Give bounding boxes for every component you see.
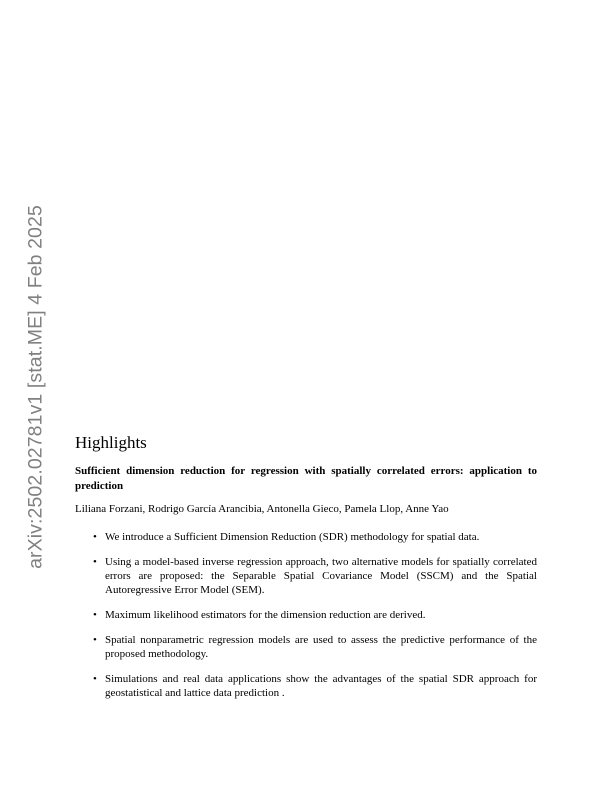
- highlights-list: [75, 530, 537, 700]
- bullet-icon: •: [93, 531, 97, 543]
- highlight-text: Spatial nonparametric regression models are used to assess the predictive performance of the proposed methodology.: [105, 634, 537, 660]
- highlight-item: [93, 530, 537, 544]
- author-list: Liliana Forzani, Rodrigo García Arancibia, Antonella Gieco, Pamela Llop, Anne Yao: [75, 503, 449, 515]
- arxiv-identifier-stamp: arXiv:2502.02781v1 [stat.ME] 4 Feb 2025: [24, 205, 47, 569]
- bullet-icon: •: [93, 609, 97, 621]
- highlight-text: Maximum likelihood estimators for the dimension reduction are derived.: [105, 609, 426, 621]
- highlight-text: We introduce a Sufficient Dimension Reduction (SDR) methodology for spatial data.: [105, 531, 480, 543]
- highlight-text: Simulations and real data applications show the advantages of the spatial SDR approach for geostatistical and lattice data prediction .: [105, 673, 537, 699]
- highlight-text: Using a model-based inverse regression approach, two alternative models for spatially correlated errors are proposed: the Separable Spatial Covariance Model (SSCM) and the Spatial Autoregressive Error Model (SEM).: [105, 556, 537, 596]
- section-heading: Highlights: [75, 433, 147, 452]
- highlight-item: [93, 608, 537, 622]
- bullet-icon: •: [93, 673, 97, 685]
- highlight-item: [93, 672, 537, 700]
- bullet-icon: •: [93, 556, 97, 568]
- highlight-item: [93, 555, 537, 597]
- highlight-item: [93, 633, 537, 661]
- highlights-section: [75, 432, 537, 711]
- paper-title: Sufficient dimension reduction for regression with spatially correlated errors: application to prediction: [75, 465, 537, 492]
- bullet-icon: •: [93, 634, 97, 646]
